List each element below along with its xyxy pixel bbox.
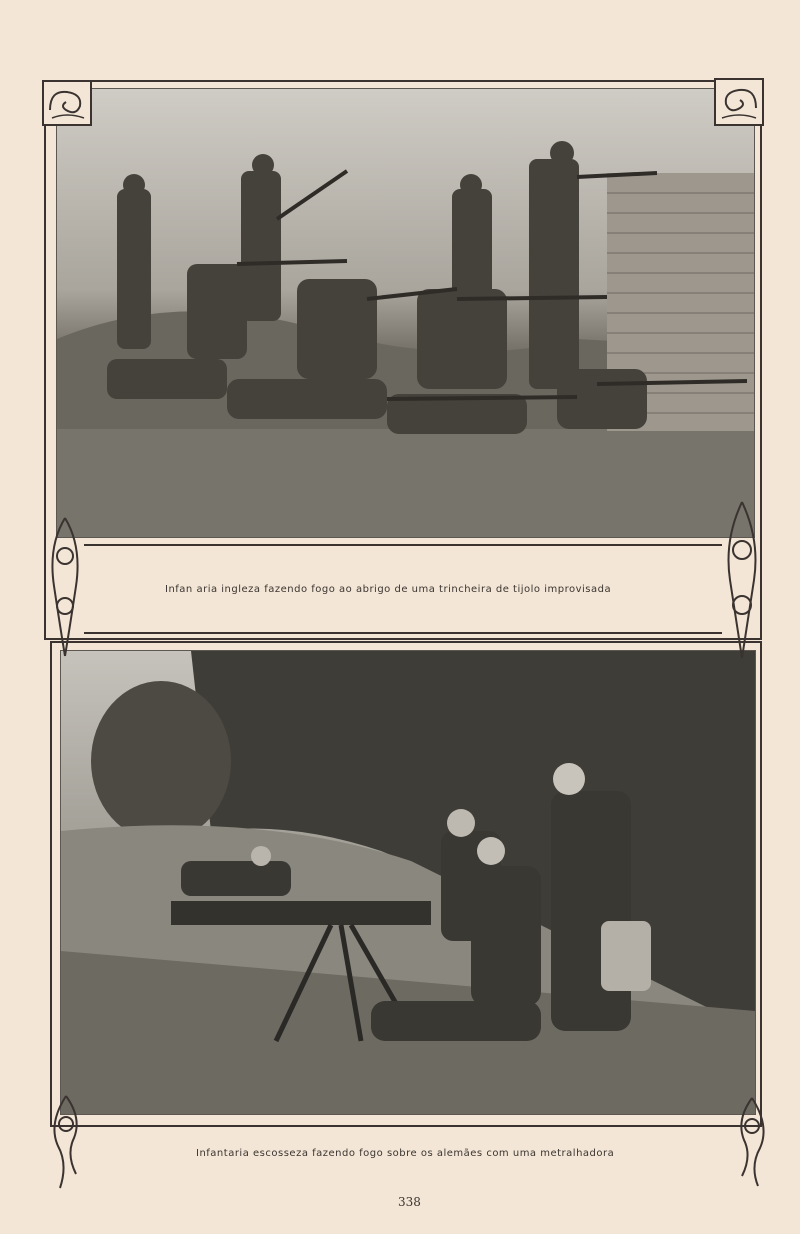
scottish-machine-gun-image <box>61 651 755 1114</box>
corner-ornament-bottom-left <box>46 1094 86 1190</box>
side-ornament-right <box>720 500 764 660</box>
page-number: 338 <box>398 1195 421 1209</box>
corner-ornament-top-left <box>42 80 92 126</box>
corner-ornament-top-right <box>714 78 764 126</box>
bottom-caption: Infantaria escosseza fazendo fogo sobre os alemães com uma metralhadora <box>196 1148 615 1159</box>
top-caption: Infan aria ingleza fazendo fogo ao abrigo de uma trincheira de tijolo improvisada <box>165 584 612 595</box>
bottom-photograph <box>60 650 756 1115</box>
side-ornament-left <box>44 516 86 658</box>
top-photograph <box>56 88 755 538</box>
corner-ornament-bottom-right <box>732 1096 772 1188</box>
infantry-brick-trench-image <box>57 89 754 537</box>
